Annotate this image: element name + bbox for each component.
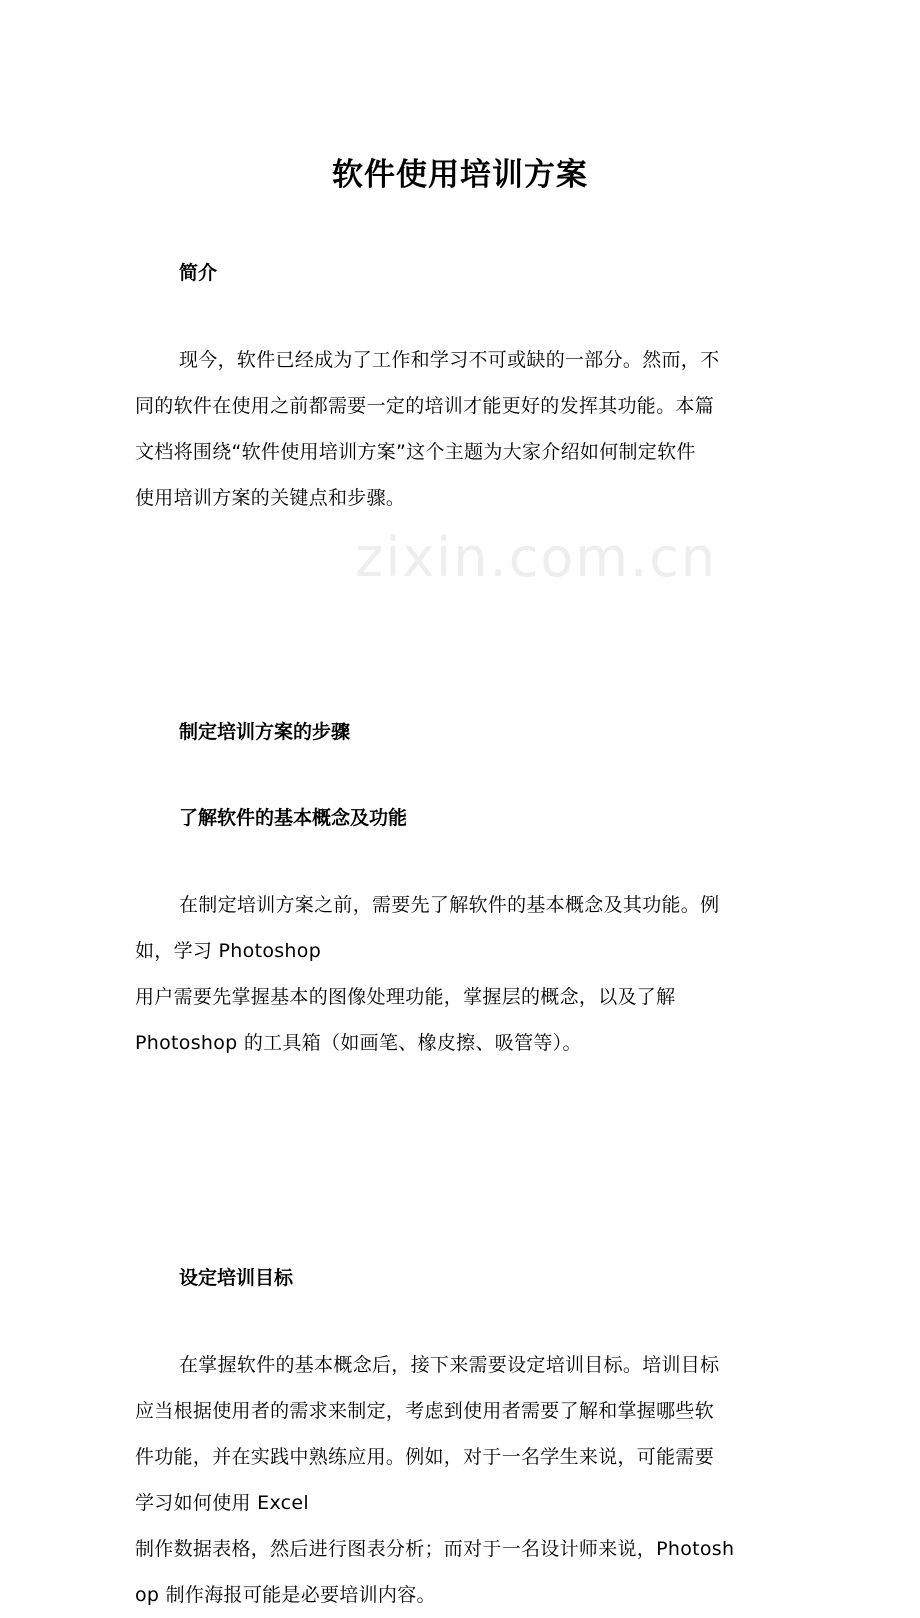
paragraph-line: 学习如何使用 Excel — [135, 1492, 309, 1514]
paragraph-intro — [135, 337, 795, 521]
paragraph-line: 制作数据表格，然后进行图表分析；而对于一名设计师来说，Photosh — [135, 1538, 735, 1560]
section-heading-steps: 制定培训方案的步骤 — [179, 721, 351, 743]
paragraph-line: 如，学习 Photoshop — [135, 940, 322, 962]
paragraph-line: 用户需要先掌握基本的图像处理功能，掌握层的概念，以及了解 — [135, 986, 676, 1008]
paragraph-line: 同的软件在使用之前都需要一定的培训才能更好的发挥其功能。本篇 — [135, 395, 715, 417]
paragraph-line: 使用培训方案的关键点和步骤。 — [135, 487, 406, 509]
section-heading-concepts: 了解软件的基本概念及功能 — [179, 807, 408, 829]
section-heading-intro: 简介 — [179, 262, 218, 284]
paragraph-line: 现今，软件已经成为了工作和学习不可或缺的一部分。然而，不 — [179, 349, 720, 371]
paragraph-concepts — [135, 882, 795, 1066]
document-title: 软件使用培训方案 — [332, 157, 588, 193]
paragraph-line: 文档将围绕“软件使用培训方案”这个主题为大家介绍如何制定软件 — [135, 441, 696, 463]
paragraph-line: op 制作海报可能是必要培训内容。 — [135, 1584, 436, 1606]
paragraph-line: Photoshop 的工具箱（如画笔、橡皮擦、吸管等）。 — [135, 1032, 582, 1054]
paragraph-line: 在制定培训方案之前，需要先了解软件的基本概念及其功能。例 — [179, 894, 720, 916]
section-heading-goals: 设定培训目标 — [179, 1267, 294, 1289]
watermark: zixin.com.cn — [355, 526, 718, 589]
paragraph-line: 在掌握软件的基本概念后，接下来需要设定培训目标。培训目标 — [179, 1354, 720, 1376]
paragraph-line: 应当根据使用者的需求来制定，考虑到使用者需要了解和掌握哪些软 — [135, 1400, 715, 1422]
paragraph-line: 件功能，并在实践中熟练应用。例如，对于一名学生来说，可能需要 — [135, 1446, 715, 1468]
paragraph-goals — [135, 1342, 795, 1618]
